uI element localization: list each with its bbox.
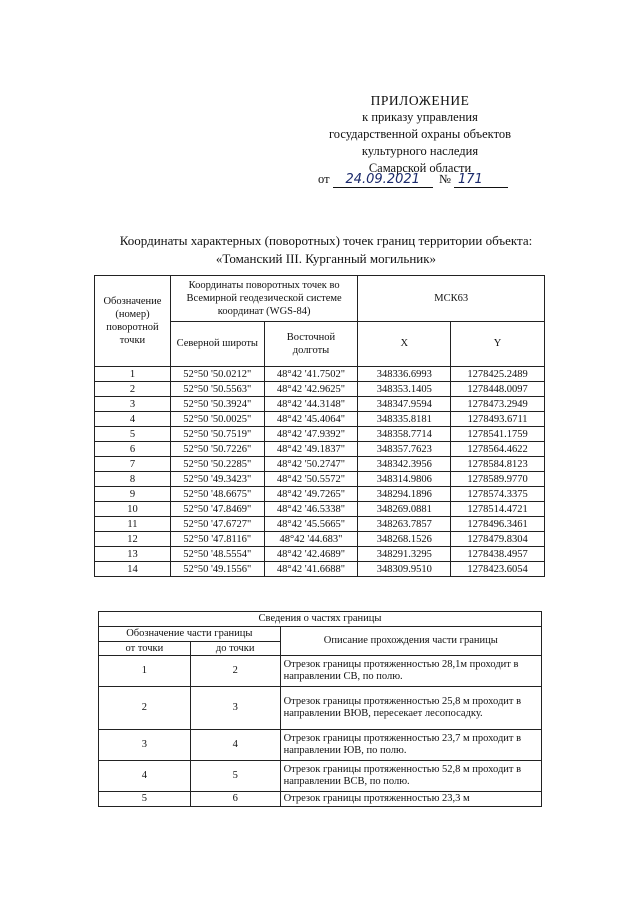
- longitude-cell: 48°42 '44.3148": [264, 397, 358, 412]
- to-point-cell: 3: [190, 687, 280, 730]
- point-number: 2: [95, 382, 171, 397]
- longitude-cell: 48°42 '42.9625": [264, 382, 358, 397]
- latitude-cell: 52°50 '50.7226": [170, 442, 264, 457]
- col-header-from: от точки: [99, 642, 191, 656]
- latitude-cell: 52°50 '49.3423": [170, 472, 264, 487]
- col-header-designation: Обозначение части границы: [99, 627, 281, 642]
- to-point-cell: 6: [190, 792, 280, 807]
- table-row: [95, 382, 545, 397]
- document-title-line: Координаты характерных (поворотных) точек границ территории объекта:: [119, 233, 533, 248]
- latitude-cell: 52°50 '48.5554": [170, 547, 264, 562]
- to-point-cell: 4: [190, 730, 280, 761]
- longitude-cell: 48°42 '41.7502": [264, 367, 358, 382]
- y-cell: 1278584.8123: [451, 457, 545, 472]
- order-number: 171: [454, 172, 508, 188]
- point-number: 7: [95, 457, 171, 472]
- col-header-y: Y: [451, 321, 545, 367]
- table-row: [95, 367, 545, 382]
- longitude-cell: 48°42 '46.5338": [264, 502, 358, 517]
- point-number: 10: [95, 502, 171, 517]
- to-point-cell: 2: [190, 656, 280, 687]
- longitude-cell: 48°42 '49.1837": [264, 442, 358, 457]
- longitude-cell: 48°42 '50.5572": [264, 472, 358, 487]
- x-cell: 348263.7857: [358, 517, 451, 532]
- x-cell: 348294.1896: [358, 487, 451, 502]
- point-number: 3: [95, 397, 171, 412]
- col-header-point: Обозначение (номер) поворотной точки: [95, 276, 171, 367]
- table-row: [95, 502, 545, 517]
- col-header-x: X: [358, 321, 451, 367]
- latitude-cell: 52°50 '48.6675": [170, 487, 264, 502]
- table-row: [95, 412, 545, 427]
- header-line: Самарской области: [368, 161, 472, 175]
- latitude-cell: 52°50 '50.2285": [170, 457, 264, 472]
- y-cell: 1278574.3375: [451, 487, 545, 502]
- table-row: [99, 656, 542, 687]
- x-cell: 348336.6993: [358, 367, 451, 382]
- longitude-cell: 48°42 '41.6688": [264, 562, 358, 577]
- y-cell: 1278541.1759: [451, 427, 545, 442]
- y-cell: 1278473.2949: [451, 397, 545, 412]
- from-point-cell: 3: [99, 730, 191, 761]
- point-number: 11: [95, 517, 171, 532]
- x-cell: 348335.8181: [358, 412, 451, 427]
- x-cell: 348269.0881: [358, 502, 451, 517]
- y-cell: 1278589.9770: [451, 472, 545, 487]
- latitude-cell: 52°50 '50.5563": [170, 382, 264, 397]
- table-row: [99, 730, 542, 761]
- y-cell: 1278438.4957: [451, 547, 545, 562]
- point-number: 13: [95, 547, 171, 562]
- document-title: [96, 232, 556, 268]
- longitude-cell: 48°42 '49.7265": [264, 487, 358, 502]
- document-title-line: «Томанский III. Курганный могильник»: [215, 251, 437, 266]
- header-line: государственной охраны объектов: [328, 127, 512, 141]
- col-header-lon: Восточной долготы: [264, 321, 358, 367]
- y-cell: 1278423.6054: [451, 562, 545, 577]
- appendix-title: ПРИЛОЖЕНИЕ: [370, 93, 470, 108]
- x-cell: 348291.3295: [358, 547, 451, 562]
- point-number: 1: [95, 367, 171, 382]
- col-header-description: Описание прохождения части границы: [280, 627, 541, 656]
- table-row: [99, 687, 542, 730]
- number-prefix: №: [438, 172, 451, 186]
- longitude-cell: 48°42 '47.9392": [264, 427, 358, 442]
- col-header-lat: Северной широты: [170, 321, 264, 367]
- table-row: [95, 562, 545, 577]
- longitude-cell: 48°42 '45.4064": [264, 412, 358, 427]
- point-number: 5: [95, 427, 171, 442]
- y-cell: 1278514.4721: [451, 502, 545, 517]
- y-cell: 1278493.6711: [451, 412, 545, 427]
- latitude-cell: 52°50 '50.3924": [170, 397, 264, 412]
- from-point-cell: 5: [99, 792, 191, 807]
- point-number: 4: [95, 412, 171, 427]
- x-cell: 348347.9594: [358, 397, 451, 412]
- table-row: [95, 457, 545, 472]
- y-cell: 1278448.0097: [451, 382, 545, 397]
- description-cell: Отрезок границы протяженностью 23,7 м проходит в направлении ЮВ, по полю.: [280, 730, 541, 761]
- order-date: 24.09.2021: [333, 172, 433, 188]
- latitude-cell: 52°50 '50.7519": [170, 427, 264, 442]
- latitude-cell: 52°50 '50.0025": [170, 412, 264, 427]
- x-cell: 348357.7623: [358, 442, 451, 457]
- header-line: культурного наследия: [361, 144, 479, 158]
- point-number: 9: [95, 487, 171, 502]
- from-point-cell: 4: [99, 761, 191, 792]
- point-number: 14: [95, 562, 171, 577]
- description-cell: Отрезок границы протяженностью 23,3 м: [280, 792, 541, 807]
- date-prefix: от: [318, 172, 330, 186]
- description-cell: Отрезок границы протяженностью 25,8 м проходит в направлении ВЮВ, пересекает лесопосадку.: [280, 687, 541, 730]
- x-cell: 348342.3956: [358, 457, 451, 472]
- from-point-cell: 2: [99, 687, 191, 730]
- order-date-number: [318, 172, 508, 188]
- latitude-cell: 52°50 '47.6727": [170, 517, 264, 532]
- longitude-cell: 48°42 '50.2747": [264, 457, 358, 472]
- x-cell: 348314.9806: [358, 472, 451, 487]
- coordinates-body: [95, 367, 545, 577]
- from-point-cell: 1: [99, 656, 191, 687]
- x-cell: 348309.9510: [358, 562, 451, 577]
- col-header-wgs: Координаты поворотных точек во Всемирной геодезической системе координат (WGS-84): [170, 276, 357, 322]
- longitude-cell: 48°42 '45.5665": [264, 517, 358, 532]
- table-row: [95, 442, 545, 457]
- parts-body: [99, 656, 542, 807]
- description-cell: Отрезок границы протяженностью 28,1м проходит в направлении СВ, по полю.: [280, 656, 541, 687]
- parts-table-title: Сведения о частях границы: [99, 612, 542, 627]
- coordinates-table: [94, 275, 545, 577]
- col-header-to: до точки: [190, 642, 280, 656]
- boundary-parts-table: [98, 611, 542, 807]
- table-row: [95, 547, 545, 562]
- x-cell: 348353.1405: [358, 382, 451, 397]
- table-row: [95, 532, 545, 547]
- table-row: [95, 472, 545, 487]
- latitude-cell: 52°50 '49.1556": [170, 562, 264, 577]
- x-cell: 348358.7714: [358, 427, 451, 442]
- point-number: 12: [95, 532, 171, 547]
- y-cell: 1278564.4622: [451, 442, 545, 457]
- latitude-cell: 52°50 '47.8116": [170, 532, 264, 547]
- table-row: [99, 792, 542, 807]
- y-cell: 1278479.8304: [451, 532, 545, 547]
- col-header-msk: МСК63: [358, 276, 545, 322]
- table-row: [95, 397, 545, 412]
- appendix-header: [300, 92, 540, 177]
- longitude-cell: 48°42 '44.683": [264, 532, 358, 547]
- point-number: 6: [95, 442, 171, 457]
- table-row: [99, 761, 542, 792]
- header-line: к приказу управления: [362, 110, 478, 124]
- table-row: [95, 427, 545, 442]
- latitude-cell: 52°50 '47.8469": [170, 502, 264, 517]
- y-cell: 1278496.3461: [451, 517, 545, 532]
- latitude-cell: 52°50 '50.0212": [170, 367, 264, 382]
- to-point-cell: 5: [190, 761, 280, 792]
- table-row: [95, 517, 545, 532]
- x-cell: 348268.1526: [358, 532, 451, 547]
- y-cell: 1278425.2489: [451, 367, 545, 382]
- point-number: 8: [95, 472, 171, 487]
- table-row: [95, 487, 545, 502]
- description-cell: Отрезок границы протяженностью 52,8 м проходит в направлении ВСВ, по полю.: [280, 761, 541, 792]
- longitude-cell: 48°42 '42.4689": [264, 547, 358, 562]
